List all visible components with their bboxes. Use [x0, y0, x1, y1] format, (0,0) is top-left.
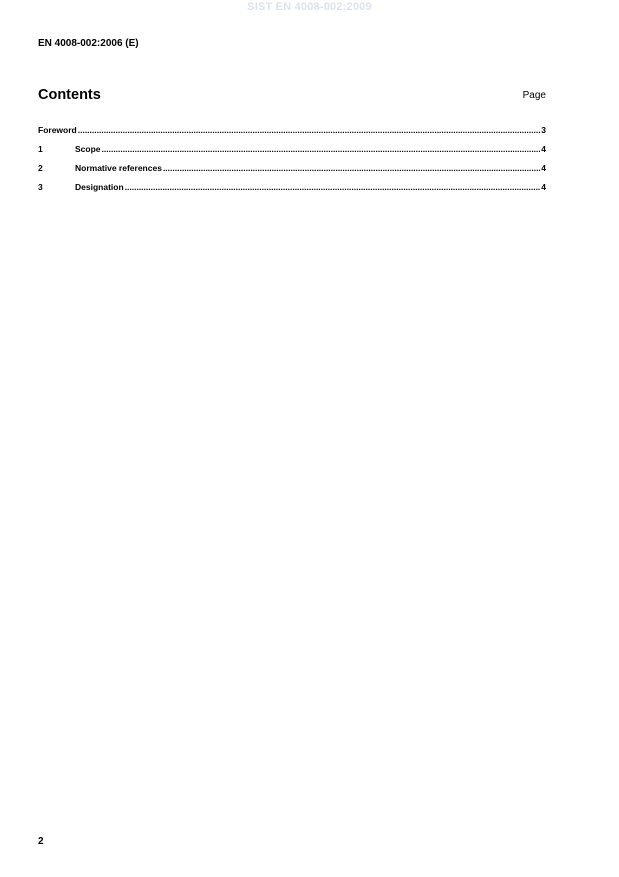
toc-entry-title: Scope: [75, 144, 101, 154]
toc-entry-designation[interactable]: [38, 181, 546, 200]
toc-entry-page: 4: [541, 144, 546, 154]
page-number: 2: [38, 836, 44, 847]
toc-leader-dots: [102, 143, 541, 155]
toc-entry-number: 3: [38, 182, 43, 192]
table-of-contents: [38, 124, 546, 200]
document-reference: EN 4008-002:2006 (E): [38, 38, 139, 49]
toc-entry-number: 2: [38, 163, 43, 173]
toc-entry-page: 4: [541, 182, 546, 192]
toc-entry-title: Normative references: [75, 163, 162, 173]
toc-entry-normative-references[interactable]: [38, 162, 546, 181]
toc-entry-scope[interactable]: [38, 143, 546, 162]
toc-entry-title: Foreword: [38, 125, 77, 135]
watermark: SIST EN 4008-002:2009: [247, 1, 372, 13]
contents-header: [38, 86, 546, 106]
toc-leader-dots: [163, 162, 540, 174]
page-column-label: Page: [522, 90, 546, 101]
toc-entry-page: 3: [541, 125, 546, 135]
toc-entry-title: Designation: [75, 182, 124, 192]
toc-leader-dots: [125, 181, 541, 193]
toc-entry-foreword[interactable]: [38, 124, 546, 143]
toc-leader-dots: [78, 124, 541, 136]
contents-title: Contents: [38, 87, 101, 103]
toc-entry-number: 1: [38, 144, 43, 154]
toc-entry-page: 4: [541, 163, 546, 173]
